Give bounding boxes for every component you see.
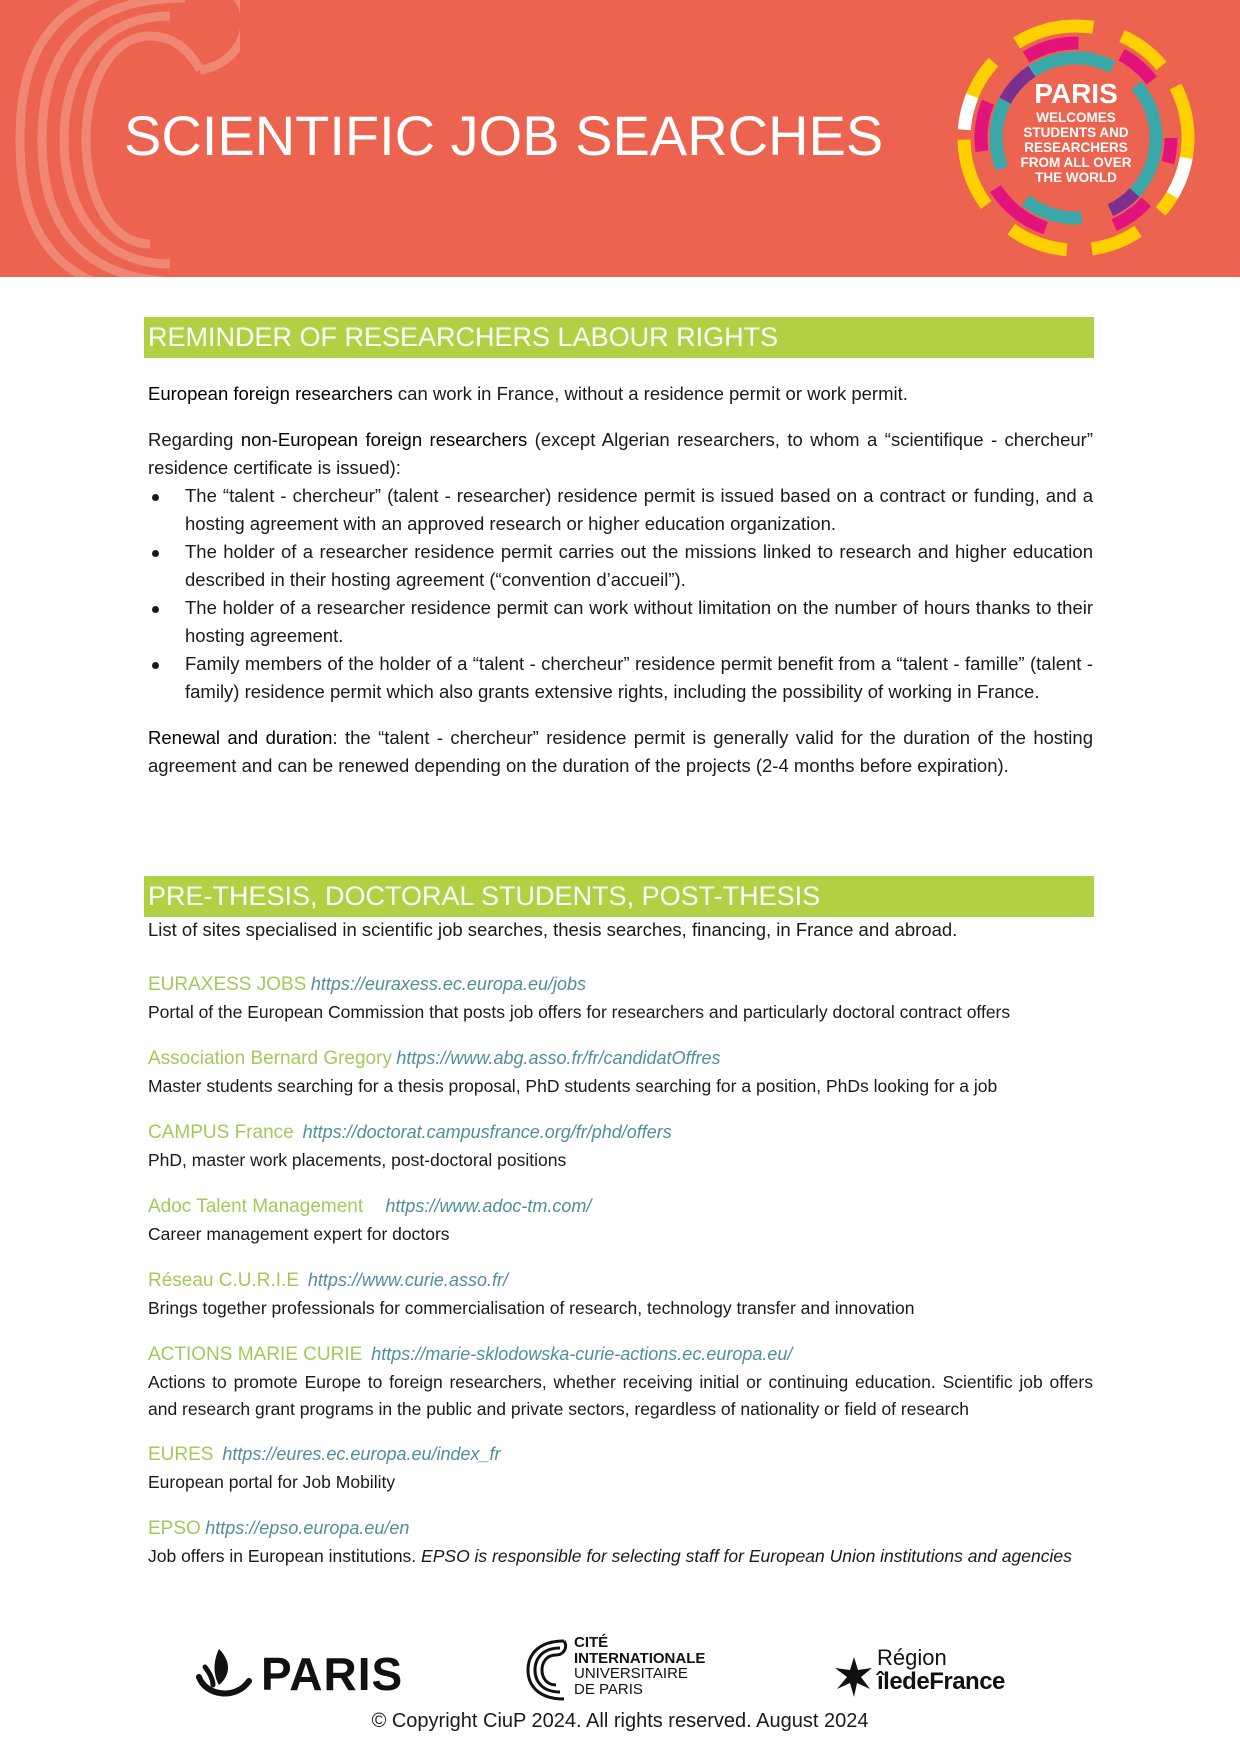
site-entry-campus-france (148, 1119, 1093, 1174)
section-heading-labour-rights: REMINDER OF RESEARCHERS LABOUR RIGHTS (144, 317, 1094, 358)
site-head (148, 1119, 1093, 1147)
site-head (148, 971, 1093, 999)
site-link[interactable]: https://eures.ec.europa.eu/index_fr (222, 1444, 501, 1464)
site-link[interactable]: https://www.adoc-tm.com/ (385, 1196, 592, 1216)
site-entry-curie (148, 1267, 1093, 1322)
highlight-renewal: Renewal and duration (148, 727, 333, 748)
badge-title: PARIS (1034, 78, 1118, 109)
site-description: PhD, master work placements, post-doctoral positions (148, 1150, 567, 1170)
paris-welcomes-badge (946, 6, 1206, 270)
site-entry-abg (148, 1045, 1093, 1100)
bullet-icon (152, 550, 159, 557)
ciup-logo-line: UNIVERSITAIRE (574, 1665, 688, 1682)
region-star-icon (835, 1657, 873, 1697)
site-name: Réseau C.U.R.I.E (148, 1270, 299, 1291)
site-description: Portal of the European Commission that posts job offers for researchers and particularly doctoral contract offers (148, 1002, 1011, 1022)
paragraph-renewal (148, 724, 1093, 780)
site-head (148, 1515, 1093, 1543)
ciup-logo-icon (524, 1637, 568, 1703)
bullet-icon (152, 606, 159, 613)
site-link[interactable]: https://epso.europa.eu/en (205, 1518, 410, 1538)
paragraph-text: Regarding (148, 429, 241, 450)
site-head (148, 1045, 1093, 1073)
site-description: Career management expert for doctors (148, 1224, 450, 1244)
region-logo-line-1: Région (877, 1645, 947, 1670)
copyright-text: © Copyright CiuP 2024. All rights reserved. August 2024 (371, 1710, 869, 1732)
list-item-text: The “talent - chercheur” (talent - researcher) residence permit is issued based on a contract or funding, and a hosting agreement with an approved research or higher education organization. (185, 485, 1093, 534)
site-name: ACTIONS MARIE CURIE (148, 1344, 363, 1365)
site-name: EURAXESS JOBS (148, 974, 307, 995)
badge-text (990, 80, 1162, 185)
page-header (0, 0, 1240, 277)
site-link[interactable]: https://marie-sklodowska-curie-actions.ec.europa.eu/ (371, 1344, 793, 1364)
ciup-logo (524, 1635, 724, 1705)
section-intro: List of sites specialised in scientific job searches, thesis searches, financing, in France and abroad. (148, 919, 958, 940)
paragraph-european (148, 380, 1093, 408)
page-title: SCIENTIFIC JOB SEARCHES (124, 104, 884, 167)
site-link[interactable]: https://www.curie.asso.fr/ (307, 1270, 508, 1290)
ciup-logo-line: CITÉ (574, 1634, 609, 1651)
list-item (148, 594, 1093, 650)
site-description-text: Job offers in European institutions. (148, 1546, 422, 1566)
paris-boat-icon (195, 1645, 253, 1701)
site-name: Adoc Talent Management (148, 1196, 364, 1217)
list-item (148, 650, 1093, 706)
site-description: Brings together professionals for commercialisation of research, technology transfer and innovation (148, 1298, 915, 1318)
list-item (148, 538, 1093, 594)
site-head (148, 1441, 1093, 1469)
site-link[interactable]: https://doctorat.campusfrance.org/fr/phd/offers (302, 1122, 672, 1142)
site-entry-marie-curie (148, 1341, 1093, 1423)
footer-logos (0, 1635, 1240, 1705)
site-description-italic: EPSO is responsible for selecting staff for European Union institutions and agencies (421, 1546, 1072, 1566)
highlight-non-european: non-European foreign researchers (240, 429, 528, 450)
ciup-logo-line: DE PARIS (574, 1680, 643, 1698)
site-entry-euraxess (148, 971, 1093, 1026)
site-name: Association Bernard Gregory (148, 1048, 392, 1069)
paris-logo-text: PARIS (261, 1648, 404, 1700)
site-head (148, 1341, 1093, 1369)
paragraph-text: (except Algerian researchers, to whom a “scientifique - chercheur” residence certificate is issued): (148, 429, 1093, 478)
ciup-logo-text (574, 1635, 705, 1697)
site-link[interactable]: https://euraxess.ec.europa.eu/jobs (310, 974, 587, 994)
bullet-icon (152, 494, 159, 501)
list-item-text: The holder of a researcher residence permit carries out the missions linked to research and higher education described in their hosting agreement (“convention d’accueil”). (185, 541, 1093, 590)
site-name: EPSO (148, 1518, 201, 1539)
site-head (148, 1267, 1093, 1295)
site-entry-adoc (148, 1193, 1093, 1248)
site-description: Actions to promote Europe to foreign researchers, whether receiving initial or continuing education. Scientific job offers and research grant programs in the public and private sectors, regardless of nationality or field of research (148, 1372, 1093, 1419)
site-head (148, 1193, 1093, 1221)
highlight-european: European foreign researchers (148, 383, 393, 404)
site-name: EURES (148, 1444, 214, 1465)
section-heading-thesis: PRE-THESIS, DOCTORAL STUDENTS, POST-THESIS (144, 876, 1094, 917)
site-link[interactable]: https://www.abg.asso.fr/fr/candidatOffres (396, 1048, 721, 1068)
list-item-text: Family members of the holder of a “talent - chercheur” residence permit benefit from a “talent - famille” (talent - family) residence permit which also grants extensive rights, including the possibility of working in France. (185, 653, 1093, 702)
site-entry-eures (148, 1441, 1093, 1496)
list-item-text: The holder of a researcher residence permit can work without limitation on the number of hours thanks to their hosting agreement. (185, 597, 1093, 646)
site-description: European portal for Job Mobility (148, 1472, 396, 1492)
site-description: Master students searching for a thesis proposal, PhD students searching for a position, PhDs looking for a job (148, 1076, 998, 1096)
ciup-logo-line: INTERNATIONALE (574, 1649, 706, 1667)
paragraph-text: : the “talent - chercheur” residence permit is generally valid for the duration of the hosting agreement and can be renewed depending on the duration of the projects (2-4 months before expiration). (148, 727, 1093, 776)
rights-bullet-list (148, 482, 1093, 706)
paragraph-non-european (148, 426, 1093, 482)
site-name: CAMPUS France (148, 1122, 294, 1143)
bullet-icon (152, 662, 159, 669)
site-description (148, 1543, 1093, 1570)
region-idf-logo (835, 1647, 1035, 1699)
site-entry-epso (148, 1515, 1093, 1570)
badge-subtitle: WELCOMES STUDENTS AND RESEARCHERS FROM ALL OVER THE WORLD (1020, 110, 1132, 185)
labour-rights-content (148, 380, 1093, 780)
paragraph-text: can work in France, without a residence permit or work permit. (392, 383, 908, 404)
region-logo-line-2: îledeFrance (877, 1668, 1005, 1695)
list-item (148, 482, 1093, 538)
